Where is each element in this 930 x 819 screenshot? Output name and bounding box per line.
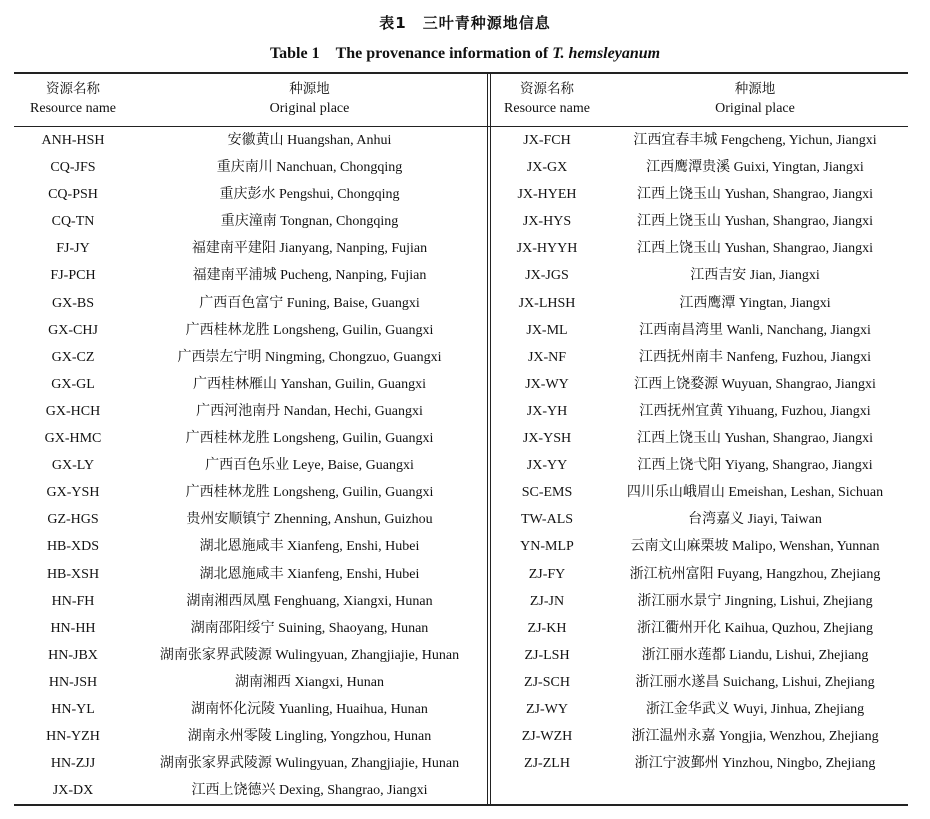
resource-name-cell: GX-YSH: [46, 485, 100, 501]
original-place-cell: 浙江衢州开化 Kaihua, Quzhou, Zhejiang: [636, 620, 873, 636]
header-name-zh: 资源名称: [520, 81, 574, 97]
original-place-cell: 湖南邵阳绥宁 Suining, Shaoyang, Hunan: [190, 620, 429, 636]
resource-name-cell: JX-ML: [526, 322, 568, 338]
original-place-cell: 福建南平建阳 Jianyang, Nanping, Fujian: [191, 241, 428, 257]
original-place-cell: 贵州安顺镇宁 Zhenning, Anshun, Guizhou: [186, 512, 433, 528]
resource-name-cell: JX-YY: [526, 458, 568, 474]
original-place-cell: 江西上饶婺源 Wuyuan, Shangrao, Jiangxi: [634, 376, 876, 392]
resource-name-cell: CQ-JFS: [50, 160, 96, 176]
original-place-cell: 江西上饶玉山 Yushan, Shangrao, Jiangxi: [636, 214, 874, 230]
resource-name-cell: JX-HYYH: [516, 241, 578, 257]
original-place-cell: 四川乐山峨眉山 Emeishan, Leshan, Sichuan: [626, 485, 884, 501]
original-place-cell: 湖北恩施咸丰 Xianfeng, Enshi, Hubei: [199, 539, 420, 555]
original-place-cell: 台湾嘉义 Jiayi, Taiwan: [688, 512, 822, 528]
header-original-place-left: [132, 80, 487, 118]
resource-name-cell: JX-LHSH: [518, 295, 576, 311]
original-place-cell: 湖北恩施咸丰 Xianfeng, Enshi, Hubei: [199, 566, 420, 582]
column-divider: [487, 72, 491, 805]
original-place-cell: 湖南永州零陵 Lingling, Yongzhou, Hunan: [187, 729, 432, 745]
original-place-cell: 江西抚州南丰 Nanfeng, Fuzhou, Jiangxi: [638, 349, 872, 365]
resource-name-cell: CQ-TN: [51, 214, 95, 230]
resource-name-cell: HN-JBX: [48, 647, 98, 663]
resource-name-cell: FJ-JY: [56, 241, 90, 257]
original-place-cell: 湖南湘西 Xiangxi, Hunan: [235, 674, 384, 690]
resource-name-cell: JX-JGS: [525, 268, 569, 284]
original-place-cell: 广西桂林龙胜 Longsheng, Guilin, Guangxi: [185, 431, 434, 447]
header-place-zh: 种源地: [734, 81, 776, 97]
original-place-cell: 重庆彭水 Pengshui, Chongqing: [219, 187, 400, 203]
left-resource-name-column: [14, 127, 132, 804]
resource-name-cell: GX-CHJ: [48, 322, 98, 338]
resource-name-cell: JX-YH: [526, 403, 568, 419]
original-place-cell: 江西抚州宜黄 Yihuang, Fuzhou, Jiangxi: [639, 403, 871, 419]
original-place-cell: 重庆潼南 Tongnan, Chongqing: [220, 214, 399, 230]
original-place-cell: 湖南湘西凤凰 Fenghuang, Xiangxi, Hunan: [186, 593, 433, 609]
resource-name-cell: HN-FH: [51, 593, 95, 609]
original-place-cell: 广西百色乐业 Leye, Baise, Guangxi: [205, 458, 414, 474]
original-place-cell: 江西上饶德兴 Dexing, Shangrao, Jiangxi: [191, 783, 428, 799]
original-place-cell: 广西桂林雁山 Yanshan, Guilin, Guangxi: [192, 376, 427, 392]
original-place-cell: 江西上饶玉山 Yushan, Shangrao, Jiangxi: [636, 187, 874, 203]
original-place-cell: 福建南平浦城 Pucheng, Nanping, Fujian: [192, 268, 427, 284]
resource-name-cell: GZ-HGS: [47, 512, 99, 528]
right-original-place-column: [602, 127, 908, 777]
resource-name-cell: FJ-PCH: [50, 268, 96, 284]
resource-name-cell: HN-JSH: [48, 674, 98, 690]
resource-name-cell: HN-YZH: [46, 729, 100, 745]
resource-name-cell: HN-ZJJ: [50, 756, 96, 772]
resource-name-cell: CQ-PSH: [48, 187, 98, 203]
resource-name-cell: JX-WY: [525, 376, 569, 392]
resource-name-cell: JX-GX: [526, 160, 568, 176]
resource-name-cell: ZJ-KH: [527, 620, 567, 636]
resource-name-cell: GX-GL: [51, 376, 95, 392]
header-place-zh: 种源地: [289, 81, 330, 97]
title-species-name: T. hemsleyanum: [552, 45, 661, 62]
right-resource-name-column: [492, 127, 602, 777]
header-place-en: Original place: [715, 101, 795, 116]
header-resource-name-left: [14, 80, 132, 118]
original-place-cell: 广西桂林龙胜 Longsheng, Guilin, Guangxi: [185, 485, 434, 501]
original-place-cell: 重庆南川 Nanchuan, Chongqing: [216, 160, 403, 176]
header-name-en: Resource name: [30, 101, 116, 116]
resource-name-cell: GX-HCH: [45, 403, 101, 419]
original-place-cell: 江西鹰潭 Yingtan, Jiangxi: [679, 295, 831, 311]
original-place-cell: 广西崇左宁明 Ningming, Chongzuo, Guangxi: [177, 349, 442, 365]
resource-name-cell: JX-YSH: [522, 431, 572, 447]
header-resource-name-right: [492, 80, 602, 118]
original-place-cell: 浙江丽水景宁 Jingning, Lishui, Zhejiang: [637, 593, 873, 609]
left-original-place-column: [132, 127, 487, 804]
original-place-cell: 江西上饶玉山 Yushan, Shangrao, Jiangxi: [636, 241, 874, 257]
resource-name-cell: SC-EMS: [521, 485, 573, 501]
original-place-cell: 浙江金华武义 Wuyi, Jinhua, Zhejiang: [645, 701, 865, 717]
original-place-cell: 云南文山麻栗坡 Malipo, Wenshan, Yunnan: [630, 539, 880, 555]
original-place-cell: 江西南昌湾里 Wanli, Nanchang, Jiangxi: [639, 322, 871, 338]
header-name-en: Resource name: [504, 101, 590, 116]
header-place-en: Original place: [269, 101, 350, 116]
original-place-cell: 江西宜春丰城 Fengcheng, Yichun, Jiangxi: [633, 133, 877, 148]
original-place-cell: 广西百色富宁 Funing, Baise, Guangxi: [199, 295, 420, 311]
resource-name-cell: ANH-HSH: [41, 133, 105, 148]
original-place-cell: 安徽黄山 Huangshan, Anhui: [227, 133, 392, 148]
original-place-cell: 湖南张家界武陵源 Wulingyuan, Zhangjiajie, Hunan: [159, 647, 460, 663]
resource-name-cell: JX-NF: [527, 349, 567, 365]
resource-name-cell: ZJ-LSH: [524, 647, 570, 663]
resource-name-cell: ZJ-SCH: [524, 674, 570, 690]
resource-name-cell: GX-HMC: [44, 431, 102, 447]
original-place-cell: 广西桂林龙胜 Longsheng, Guilin, Guangxi: [185, 322, 434, 338]
resource-name-cell: HN-HH: [50, 620, 96, 636]
resource-name-cell: YN-MLP: [520, 539, 574, 555]
original-place-cell: 浙江杭州富阳 Fuyang, Hangzhou, Zhejiang: [629, 566, 881, 582]
header-name-zh: 资源名称: [46, 81, 100, 97]
original-place-cell: 江西上饶玉山 Yushan, Shangrao, Jiangxi: [636, 431, 874, 447]
resource-name-cell: HB-XSH: [46, 566, 100, 582]
resource-name-cell: JX-HYEH: [517, 187, 577, 203]
resource-name-cell: ZJ-JN: [529, 593, 565, 609]
table-top-rule: [14, 72, 908, 74]
resource-name-cell: ZJ-WY: [526, 701, 568, 717]
resource-name-cell: HN-YL: [51, 701, 95, 717]
original-place-cell: 浙江温州永嘉 Yongjia, Wenzhou, Zhejiang: [631, 729, 879, 745]
resource-name-cell: GX-BS: [51, 295, 94, 311]
header-original-place-right: [602, 80, 908, 118]
original-place-cell: 湖南怀化沅陵 Yuanling, Huaihua, Hunan: [191, 701, 428, 717]
resource-name-cell: TW-ALS: [520, 512, 574, 528]
original-place-cell: 江西鹰潭贵溪 Guixi, Yingtan, Jiangxi: [646, 160, 864, 176]
original-place-cell: 浙江宁波鄞州 Yinzhou, Ningbo, Zhejiang: [634, 756, 876, 772]
resource-name-cell: ZJ-FY: [528, 566, 566, 582]
resource-name-cell: GX-CZ: [51, 349, 95, 365]
resource-name-cell: JX-DX: [52, 783, 94, 799]
resource-name-cell: GX-LY: [51, 458, 95, 474]
resource-name-cell: JX-FCH: [523, 133, 571, 148]
title-english-prefix: Table 1 The provenance information of: [269, 45, 553, 62]
original-place-cell: 广西河池南丹 Nandan, Hechi, Guangxi: [196, 403, 423, 419]
resource-name-cell: ZJ-ZLH: [524, 756, 570, 772]
original-place-cell: 浙江丽水莲都 Liandu, Lishui, Zhejiang: [641, 647, 869, 663]
original-place-cell: 湖南张家界武陵源 Wulingyuan, Zhangjiajie, Hunan: [159, 756, 460, 772]
table-title-chinese: 表1 三叶青种源地信息: [379, 14, 551, 32]
original-place-cell: 浙江丽水遂昌 Suichang, Lishui, Zhejiang: [635, 674, 875, 690]
resource-name-cell: ZJ-WZH: [521, 729, 573, 745]
original-place-cell: 江西吉安 Jian, Jiangxi: [690, 268, 820, 284]
resource-name-cell: JX-HYS: [522, 214, 572, 230]
resource-name-cell: HB-XDS: [46, 539, 100, 555]
table-title-english: [0, 40, 930, 63]
original-place-cell: 江西上饶弋阳 Yiyang, Shangrao, Jiangxi: [637, 458, 873, 474]
